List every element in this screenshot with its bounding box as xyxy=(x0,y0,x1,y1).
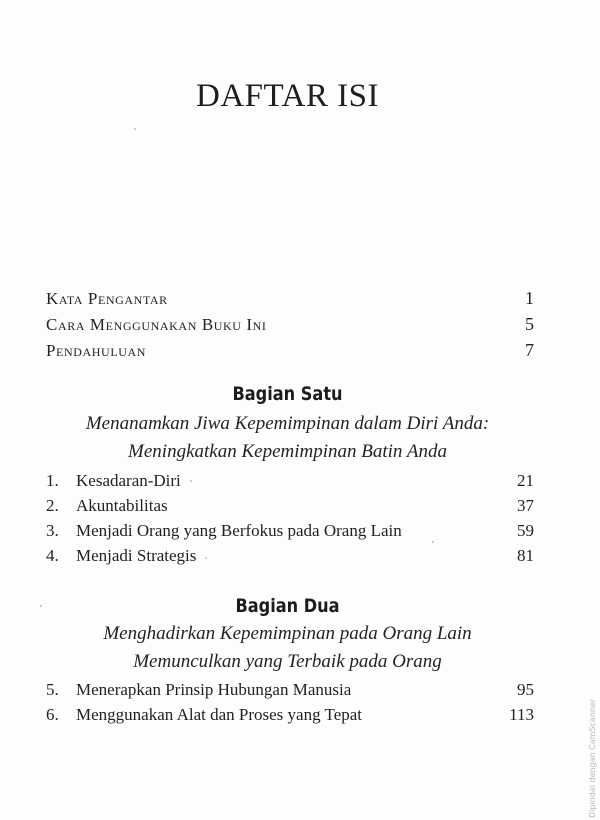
part-subtitle-1: Menanamkan Jiwa Kepemimpinan dalam Diri Anda: xyxy=(85,413,490,434)
toc-entry-page: 7 xyxy=(525,340,534,360)
chapter-page: 95 xyxy=(517,680,534,699)
toc-chapter-3[interactable] xyxy=(46,521,534,541)
toc-entry-label: Kata Pengantar xyxy=(46,289,168,308)
chapter-number: 4. xyxy=(46,546,59,565)
part-subtitle-1: Menghadirkan Kepemimpinan pada Orang Lain xyxy=(103,623,472,644)
chapter-page: 81 xyxy=(517,546,534,565)
chapter-title: Menerapkan Prinsip Hubungan Manusia xyxy=(76,680,352,699)
scan-speck xyxy=(190,480,192,482)
toc-entry-page: 5 xyxy=(525,314,534,334)
chapter-title: Menjadi Orang yang Berfokus pada Orang Lain xyxy=(76,521,402,540)
chapter-number: 6. xyxy=(46,705,59,724)
scan-speck xyxy=(205,557,207,559)
scan-speck xyxy=(134,128,136,130)
page-title: DAFTAR ISI xyxy=(196,78,379,114)
toc-entry-pendahuluan[interactable] xyxy=(46,340,534,361)
chapter-page: 21 xyxy=(517,471,534,490)
scan-speck xyxy=(40,605,42,607)
toc-entry-page: 1 xyxy=(525,288,534,308)
toc-entry-label: Pendahuluan xyxy=(46,341,147,360)
part-subtitle-2: Meningkatkan Kepemimpinan Batin Anda xyxy=(128,441,447,462)
toc-entry-cara-menggunakan[interactable] xyxy=(46,314,534,335)
chapter-page: 59 xyxy=(517,521,534,540)
toc-chapter-2[interactable] xyxy=(46,496,534,516)
scan-speck xyxy=(432,541,434,543)
part-heading-dua: Bagian Dua xyxy=(235,595,340,617)
part-subtitle-2: Memunculkan yang Terbaik pada Orang xyxy=(133,651,442,672)
toc-entry-label: Cara Menggunakan Buku Ini xyxy=(46,315,267,334)
toc-chapter-5[interactable] xyxy=(46,680,534,700)
chapter-title: Menjadi Strategis xyxy=(76,546,197,565)
chapter-title: Akuntabilitas xyxy=(76,496,168,515)
chapter-number: 3. xyxy=(46,521,59,540)
chapter-number: 5. xyxy=(46,680,59,699)
chapter-title: Kesadaran-Diri xyxy=(76,471,181,490)
chapter-page: 37 xyxy=(517,496,534,515)
part-heading-satu: Bagian Satu xyxy=(232,383,343,405)
toc-chapter-6[interactable] xyxy=(46,705,534,725)
watermark-text: Dipindai dengan CamScanner xyxy=(588,698,597,818)
chapter-number: 2. xyxy=(46,496,59,515)
toc-entry-kata-pengantar[interactable] xyxy=(46,288,534,309)
chapter-title: Menggunakan Alat dan Proses yang Tepat xyxy=(76,705,363,724)
scanner-watermark xyxy=(580,698,597,820)
chapter-number: 1. xyxy=(46,471,59,490)
toc-chapter-4[interactable] xyxy=(46,546,534,566)
chapter-page: 113 xyxy=(509,705,534,724)
toc-chapter-1[interactable] xyxy=(46,471,534,491)
